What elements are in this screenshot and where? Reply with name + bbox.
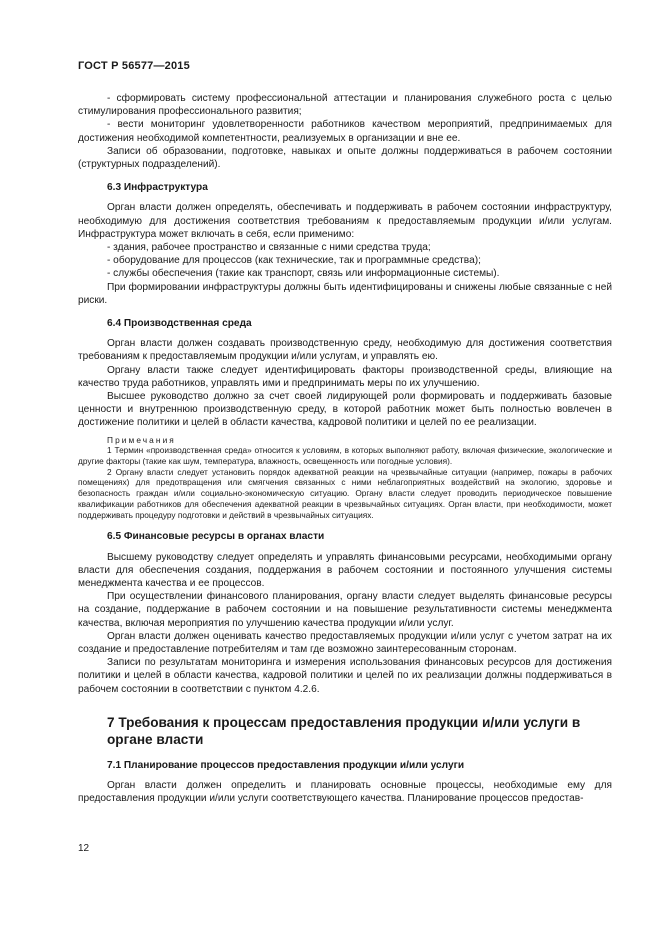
- note-2: 2 Органу власти следует установить порядок адекватной реакции на чрезвычайные ситуации (например, пожары в рабочих помещениях) для предотвращения или смягчения связанных с ними неблагоприятных воздействий на экологию, здоровье и безопасность граждан и/или социально-экономическую ситуацию. Органу власти следует проводить периодическое повышение квалификации работников для обеспечения адекватной реакции в чрезвычайных ситуациях. Орган власти, при необходимости, может поддерживать процедуру подготовки и действий в чрезвычайных ситуациях.: [78, 466, 612, 520]
- section-6-5-paragraph-4: Записи по результатам мониторинга и измерения использования финансовых ресурсов для достижения политики и целей в области качества, кадровой политики и целей по их реализации должны поддерживаться в рабочем состоянии в соответствии с пунктом 4.2.6.: [78, 657, 612, 695]
- section-6-3-bullet-1: - здания, рабочее пространство и связанные с ними средства труда;: [107, 242, 431, 254]
- section-6-4-title: 6.4 Производственная среда: [107, 318, 252, 330]
- section-6-4-paragraph-2: Органу власти также следует идентифицировать факторы производственной среды, влияющие на качество труда работников, управлять ими и предпринимать меры по их улучшению.: [78, 364, 612, 389]
- section-6-3-paragraph-1: Орган власти должен определять, обеспечивать и поддерживать в рабочем состоянии инфраструктуру, необходимую для достижения соответствия требованиям к предоставляемым продукции и/или услугам. Инфраструктура может включать в себя, если применимо:: [78, 202, 612, 240]
- intro-bullet-1: - сформировать систему профессиональной аттестации и планирования служебного роста с целью стимулирования профессионального развития;: [78, 93, 612, 118]
- section-6-5-paragraph-2: При осуществлении финансового планирования, органу власти следует выделять финансовые ресурсы на создание, поддержание в рабочем состоянии и на повышение результативности системы менеджмента качества, включая мероприятия по улучшению качества продукции и/или услуг.: [78, 591, 612, 629]
- section-6-5-paragraph-1: Высшему руководству следует определять и управлять финансовыми ресурсами, необходимыми органу власти для обеспечения создания, поддержания в рабочем состоянии и постоянного улучшения системы менеджмента качества и ее процессов.: [78, 551, 612, 589]
- section-6-3-bullet-2: - оборудование для процессов (как технические, так и программные средства);: [107, 255, 481, 267]
- section-6-3-paragraph-2: При формировании инфраструктуры должны быть идентифицированы и снижены любые связанные с ней риски.: [78, 281, 612, 306]
- intro-bullet-2: - вести мониторинг удовлетворенности работников качеством мероприятий, предпринимаемых для достижения необходимой компетентности, реализуемых в организации и вне ее.: [78, 119, 612, 144]
- notes-block: [78, 435, 612, 521]
- section-7-1-title: 7.1 Планирование процессов предоставления продукции и/или услуги: [107, 759, 465, 771]
- section-6-3-title: 6.3 Инфраструктура: [107, 182, 208, 194]
- page-body: [78, 92, 612, 805]
- intro-paragraph: Записи об образовании, подготовке, навыках и опыте должны поддерживаться в рабочем состоянии (структурных подразделений).: [78, 145, 612, 171]
- section-7-title: 7 Требования к процессам предоставления продукции и/или услуги в органе власти: [107, 714, 581, 748]
- document-header: ГОСТ Р 56577—2015: [78, 60, 190, 72]
- section-6-5-paragraph-3: Орган власти должен оценивать качество предоставляемых продукции и/или услуг с учетом затрат на их создание и предоставление потребителям и там где возможно заинтересованным сторонам.: [78, 630, 612, 655]
- note-1: 1 Термин «производственная среда» относится к условиям, в которых выполняют работу, включая физические, экологические и другие факторы (такие как шум, температура, влажность, освещенность или погодные условия).: [78, 445, 612, 467]
- section-6-5-title: 6.5 Финансовые ресурсы в органах власти: [107, 531, 325, 543]
- notes-label: Примечания: [107, 434, 176, 445]
- section-6-4-paragraph-1: Орган власти должен создавать производственную среду, необходимую для достижения соответствия требованиям к предоставляемым продукции и/или услугам, и управлять ею.: [78, 338, 612, 363]
- section-6-3-bullet-3: - службы обеспечения (такие как транспорт, связь или информационные системы).: [107, 268, 500, 280]
- page-number: 12: [78, 843, 90, 854]
- section-7-1-paragraph-1: Орган власти должен определить и планировать основные процессы, необходимые ему для предоставления продукции и/или услуги соответствующего качества. Планирование процессов предостав-: [78, 779, 612, 805]
- section-6-4-paragraph-3: Высшее руководство должно за счет своей лидирующей роли формировать и поддерживать базовые ценности и внутреннюю производственную среду, в которой работник может быть полностью вовлечен в достижение политики и целей в области качества, кадровой политики и целей по ее реализации.: [78, 391, 612, 429]
